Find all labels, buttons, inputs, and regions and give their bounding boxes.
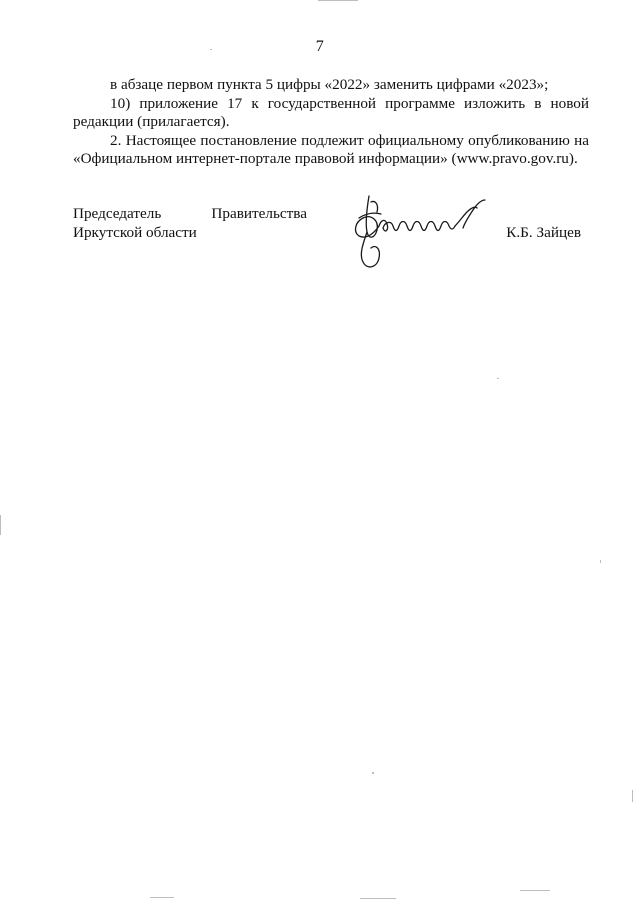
paragraph-appendix-17: 10) приложение 17 к государственной программе изложить в новой редакции (прилагается). bbox=[73, 94, 589, 131]
signatory-title-word-1: Председатель bbox=[73, 205, 162, 222]
signatory-title-line-2: Иркутской области bbox=[73, 224, 197, 241]
signatory-title bbox=[73, 204, 313, 242]
signatory-title-word-2: Правительства bbox=[211, 205, 307, 222]
handwritten-signature bbox=[345, 188, 505, 280]
signature-block bbox=[73, 204, 589, 284]
page-number: 7 bbox=[315, 38, 325, 55]
signatory-name: К.Б. Зайцев bbox=[506, 224, 581, 241]
paragraph-publication: 2. Настоящее постановление подлежит официальному опубликованию на «Официальном интернет-портале правовой информации» (www.pravo.gov.ru). bbox=[73, 131, 589, 168]
document-body bbox=[73, 76, 589, 169]
paragraph-amendment-point-5: в абзаце первом пункта 5 цифры «2022» заменить цифрами «2023»; bbox=[110, 76, 549, 93]
